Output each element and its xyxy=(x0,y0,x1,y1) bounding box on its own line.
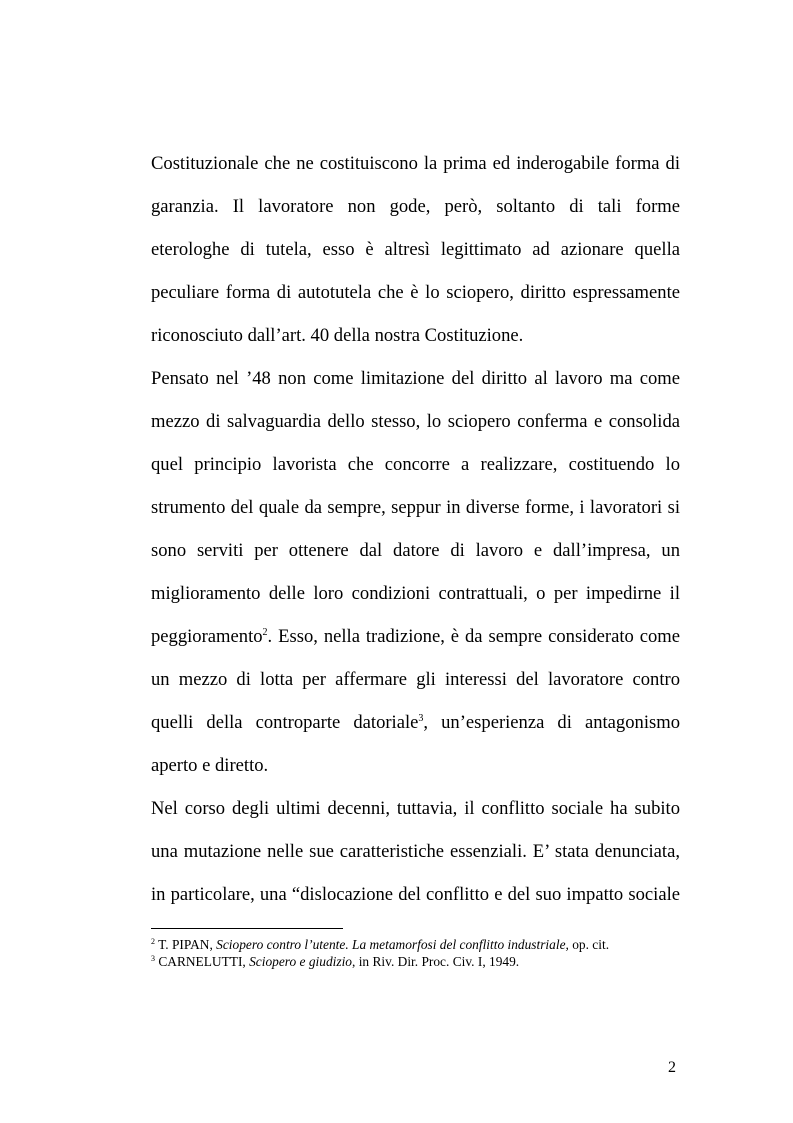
footnote-separator xyxy=(151,928,343,929)
body-text: , un’esperienza di antagonismo xyxy=(423,712,680,733)
footnote-title: Sciopero e giudizio xyxy=(249,954,353,969)
body-line: eterologhe di tutela, esso è altresì legittimato ad azionare quella xyxy=(151,239,680,260)
body-line: garanzia. Il lavoratore non gode, però, soltanto di tali forme xyxy=(151,196,680,217)
footnote-author: T. PIPAN, xyxy=(155,937,217,952)
body-line: sono serviti per ottenere dal datore di lavoro e dall’impresa, un xyxy=(151,540,680,561)
footnote xyxy=(151,954,519,970)
footnote-rest: , in Riv. Dir. Proc. Civ. I, 1949. xyxy=(352,954,520,969)
footnote-ref: 2 xyxy=(262,627,268,638)
footnote-rest: op. cit. xyxy=(568,937,610,952)
body-text: quelli della controparte datoriale xyxy=(151,712,419,733)
body-line: miglioramento delle loro condizioni contrattuali, o per impedirne il xyxy=(151,583,680,604)
body-line: peculiare forma di autotutela che è lo sciopero, diritto espressamente xyxy=(151,282,680,303)
body-line: mezzo di salvaguardia dello stesso, lo sciopero conferma e consolida xyxy=(151,411,680,432)
body-text: peggioramento xyxy=(151,626,263,647)
body-line: quel principio lavorista che concorre a realizzare, costituendo lo xyxy=(151,454,680,475)
footnote-title: Sciopero contro l’utente. La metamorfosi del conflitto industriale, xyxy=(216,937,569,952)
page-number: 2 xyxy=(668,1059,676,1076)
body-line: un mezzo di lotta per affermare gli interessi del lavoratore contro xyxy=(151,669,680,690)
body-line: una mutazione nelle sue caratteristiche essenziali. E’ stata denunciata, xyxy=(151,841,680,862)
body-line xyxy=(151,712,680,734)
footnote-marker: 3 xyxy=(151,954,155,963)
footnote-author: CARNELUTTI, xyxy=(155,954,250,969)
body-line: strumento del quale da sempre, seppur in diverse forme, i lavoratori si xyxy=(151,497,680,518)
footnote-ref: 3 xyxy=(418,713,424,724)
body-text: . Esso, nella tradizione, è da sempre considerato come xyxy=(267,626,680,647)
body-line: Costituzionale che ne costituiscono la prima ed inderogabile forma di xyxy=(151,153,680,174)
footnote xyxy=(151,937,609,953)
body-line: Pensato nel ’48 non come limitazione del diritto al lavoro ma come xyxy=(151,368,680,389)
footnote-marker: 2 xyxy=(151,937,155,946)
body-line: Nel corso degli ultimi decenni, tuttavia, il conflitto sociale ha subito xyxy=(151,798,680,819)
body-line xyxy=(151,626,680,648)
body-line: riconosciuto dall’art. 40 della nostra Costituzione. xyxy=(151,325,524,346)
body-line: in particolare, una “dislocazione del conflitto e del suo impatto sociale xyxy=(151,884,680,905)
body-line: aperto e diretto. xyxy=(151,755,269,776)
